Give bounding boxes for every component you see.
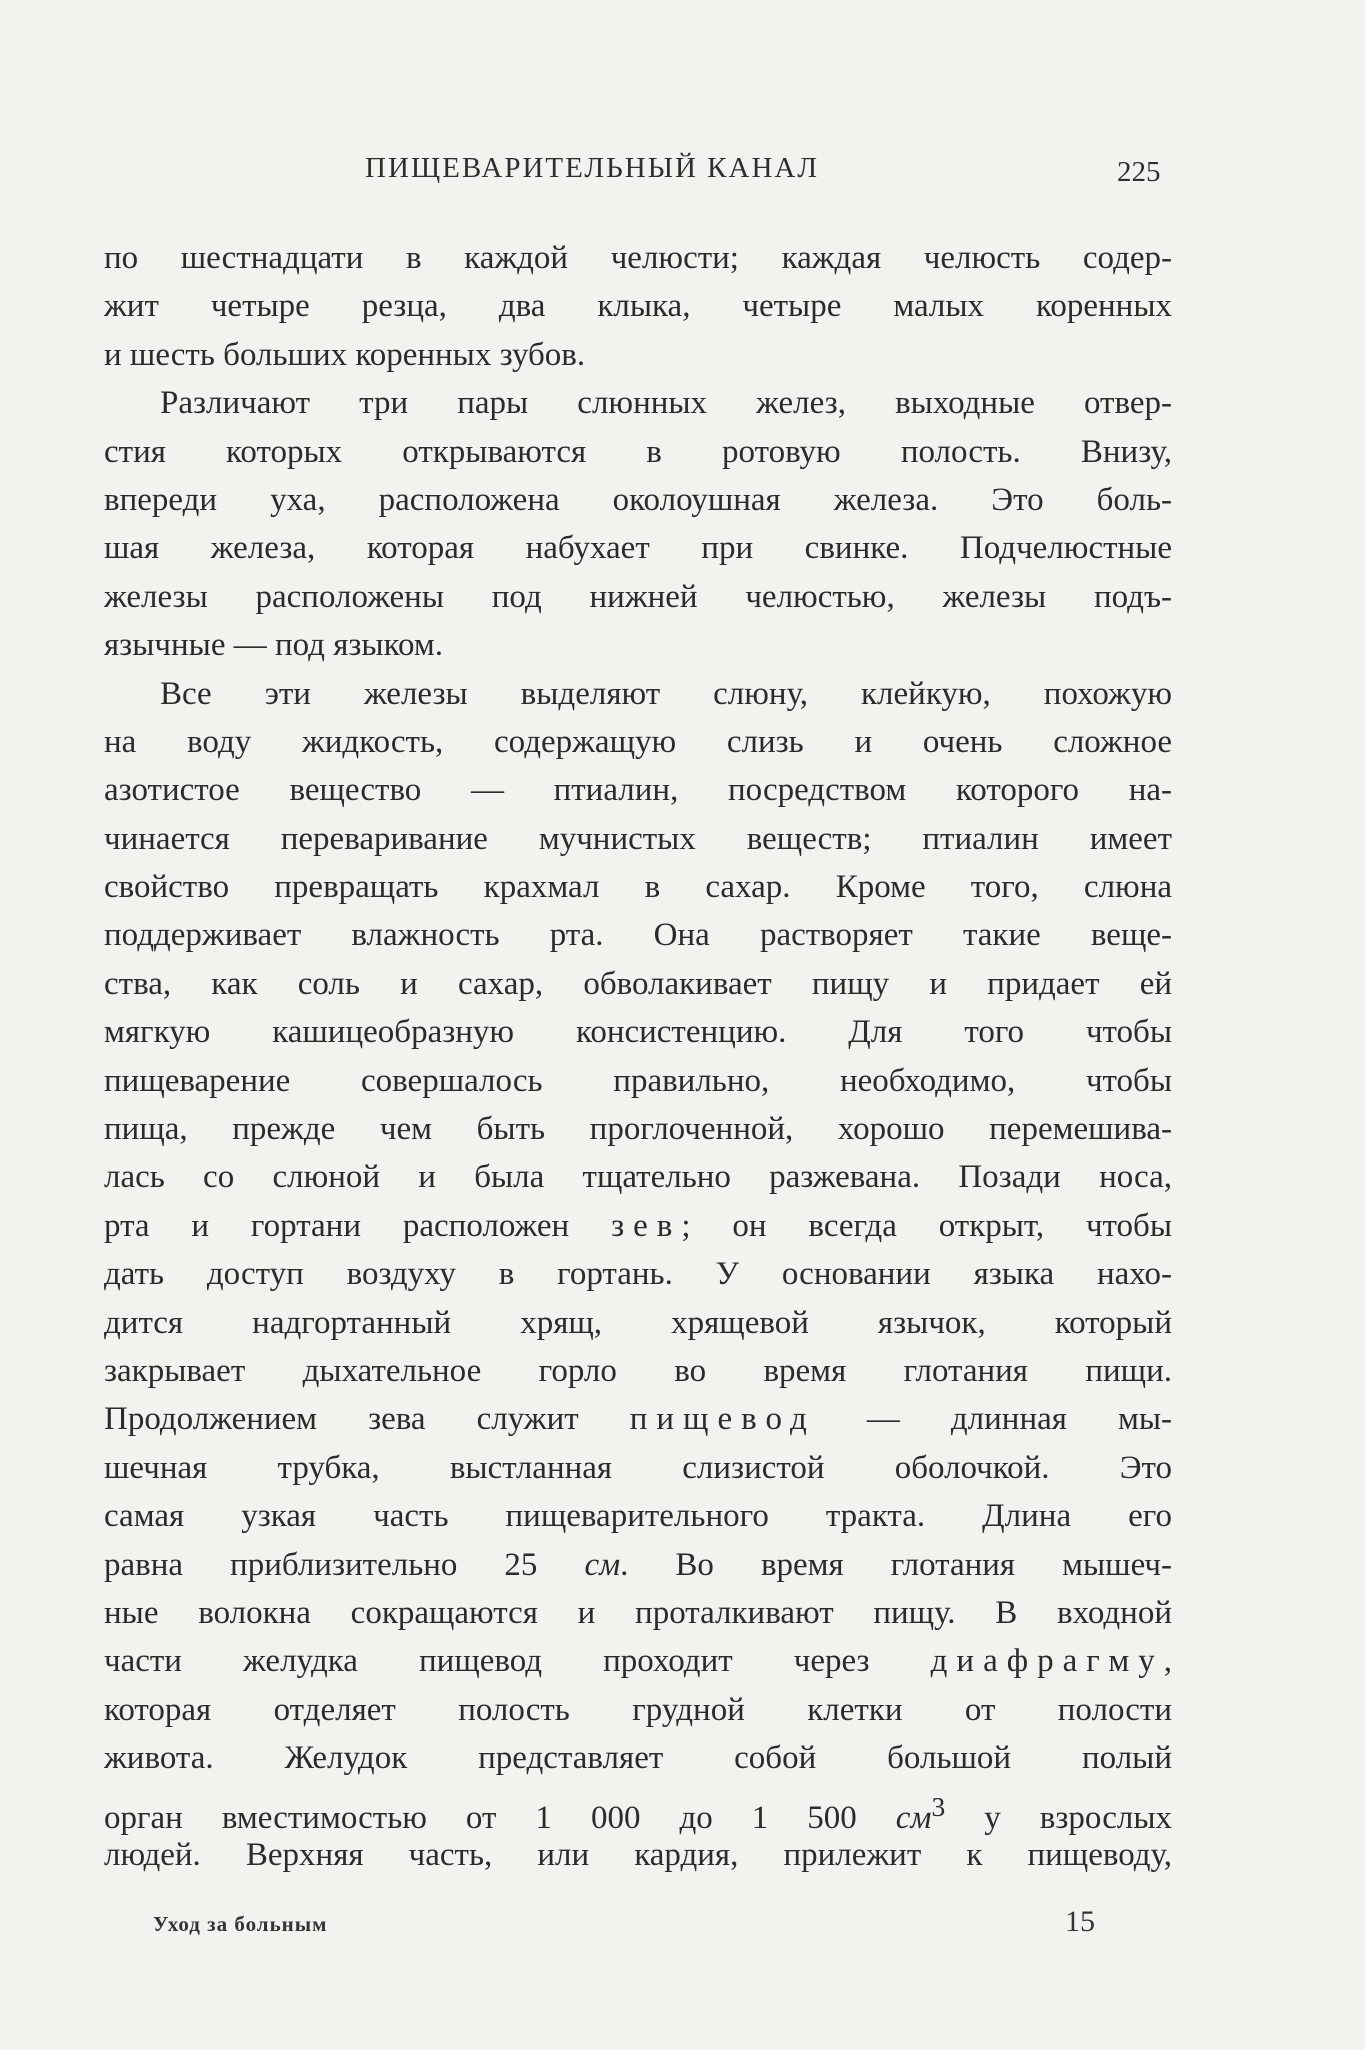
spaced-term-zev: зев <box>611 1207 682 1244</box>
text-line: дится надгортанный хрящ, хрящевой язычок, который <box>104 1304 1172 1341</box>
text-line: азотистое вещество — птиалин, посредством которого на- <box>104 772 1172 809</box>
text-fragment: у взрослых <box>945 1799 1172 1836</box>
text-line: чинается переваривание мучнистых веществ; птиалин имеет <box>104 820 1172 857</box>
text-line: дать доступ воздуху в гортань. У основании языка нахо- <box>104 1256 1172 1293</box>
text-line <box>104 1395 1172 1443</box>
text-line: людей. Верхняя часть, или кардия, прилежит к пищеводу, <box>104 1836 1172 1873</box>
text-line: жит четыре резца, два клыка, четыре малых коренных <box>104 288 1172 325</box>
text-fragment: , <box>1163 1643 1172 1680</box>
page-number: 225 <box>1117 156 1161 188</box>
text-line: живота. Желудок представляет собой большой полый <box>104 1740 1172 1777</box>
text-line <box>104 1783 1172 1836</box>
text-line <box>104 1541 1172 1589</box>
text-fragment: ; он всегда открыт, чтобы <box>681 1207 1173 1244</box>
text-fragment: части желудка пищевод проходит через <box>104 1643 870 1680</box>
text-line: язычные — под языком. <box>104 627 443 664</box>
text-line <box>104 1637 1172 1685</box>
text-line: впереди уха, расположена околоушная железа. Это боль- <box>104 481 1172 518</box>
text-line: и шесть больших коренных зубов. <box>104 336 586 373</box>
text-fragment: — длинная мы- <box>815 1401 1173 1438</box>
running-title: ПИЩЕВАРИТЕЛЬНЫЙ КАНАЛ <box>365 152 820 184</box>
text-line: лась со слюной и была тщательно разжевана. Позади носа, <box>104 1159 1172 1196</box>
text-fragment: орган вместимостью от 1 000 до 1 500 <box>104 1799 896 1836</box>
text-line <box>104 1202 1172 1250</box>
spaced-term-diafragma: диафрагму <box>930 1643 1164 1680</box>
text-line: свойство превращать крахмал в сахар. Кроме того, слюна <box>104 869 1172 906</box>
text-line: мягкую кашицеобразную консистенцию. Для того чтобы <box>104 1014 1172 1051</box>
text-fragment: Продолжением зева служит <box>104 1401 579 1438</box>
text-line: на воду жидкость, содержащую слизь и очень сложное <box>104 723 1172 760</box>
text-line: ные волокна сокращаются и проталкивают пищу. В входной <box>104 1594 1172 1631</box>
text-line: по шестнадцати в каждой челюсти; каждая челюсть содер- <box>104 240 1172 276</box>
unit-cm: см <box>584 1546 621 1583</box>
text-line: стия которых открываются в ротовую полость. Внизу, <box>104 433 1172 470</box>
text-line: шая железа, которая набухает при свинке. Подчелюстные <box>104 530 1172 567</box>
text-line: поддерживает влажность рта. Она растворяет такие веще- <box>104 917 1172 954</box>
unit-cm3: см <box>895 1799 932 1836</box>
text-line: пища, прежде чем быть проглоченной, хорошо перемешива- <box>104 1111 1172 1148</box>
text-line: Различают три пары слюнных желез, выходные отвер- <box>160 385 1172 422</box>
text-fragment: . Во время глотания мышеч- <box>620 1546 1172 1583</box>
text-fragment: равна приблизительно 25 <box>104 1546 585 1583</box>
unit-cm3-exponent: 3 <box>931 1790 946 1822</box>
text-line: железы расположены под нижней челюстью, железы подъ- <box>104 578 1172 615</box>
sheet-number: 15 <box>1065 1905 1095 1938</box>
text-line: самая узкая часть пищеварительного тракта. Длина его <box>104 1498 1172 1535</box>
text-line: шечная трубка, выстланная слизистой оболочкой. Это <box>104 1449 1172 1486</box>
text-line: которая отделяет полость грудной клетки от полости <box>104 1691 1172 1728</box>
body-text <box>104 234 1172 1879</box>
text-line: Все эти железы выделяют слюну, клейкую, похожую <box>160 675 1172 712</box>
text-fragment: рта и гортани расположен <box>104 1207 570 1244</box>
text-line: пищеварение совершалось правильно, необходимо, чтобы <box>104 1062 1172 1099</box>
text-line: закрывает дыхательное горло во время глотания пищи. <box>104 1352 1172 1389</box>
signature-mark: Уход за больным <box>153 1912 328 1936</box>
text-line: ства, как соль и сахар, обволакивает пищу и придает ей <box>104 965 1172 1002</box>
spaced-term-pishchevod: пищевод <box>629 1401 816 1438</box>
